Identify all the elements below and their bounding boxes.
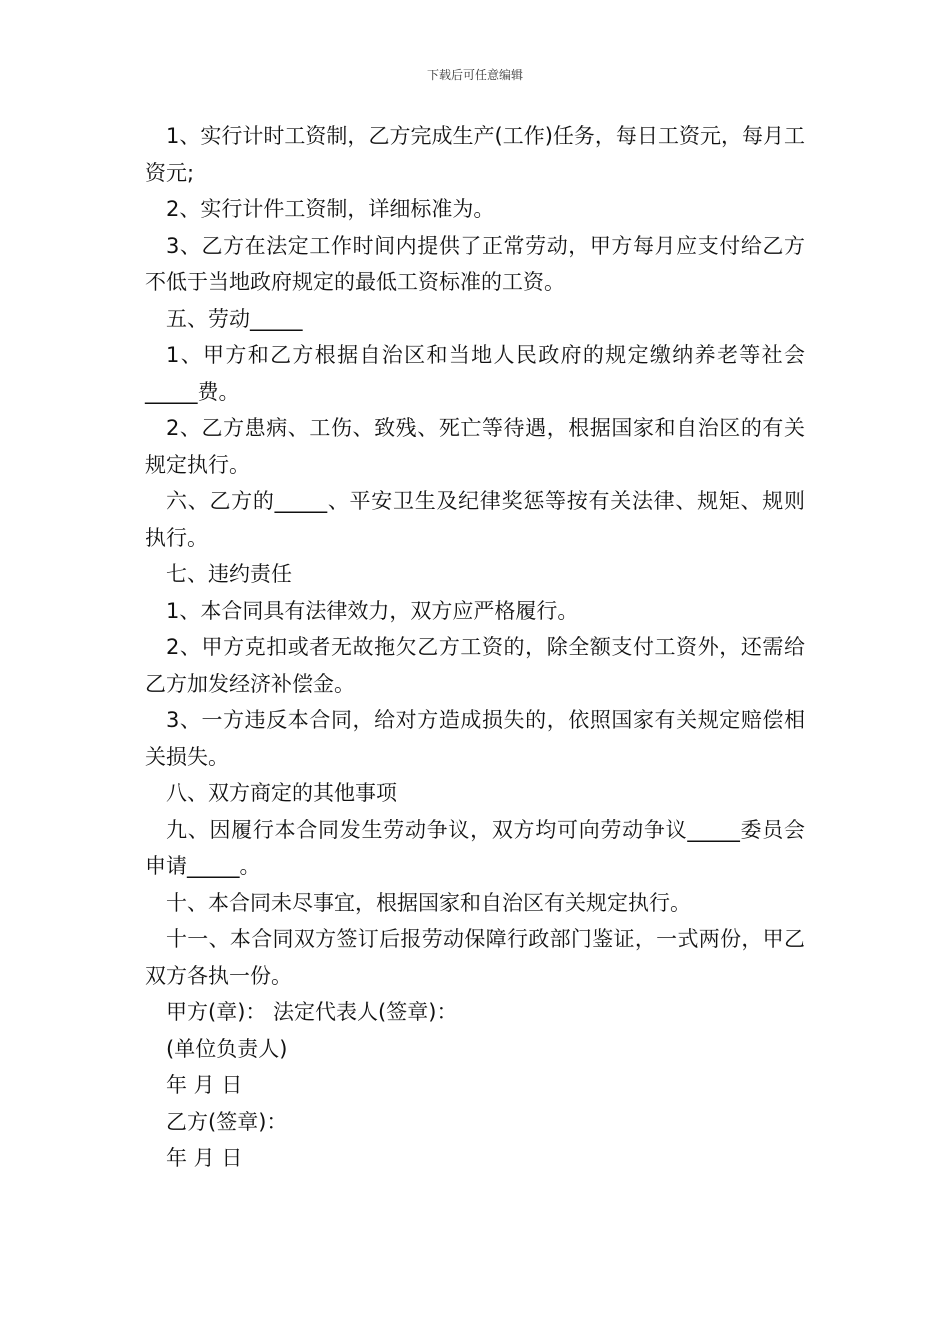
clause-breach-compensation: 3、一方违反本合同，给对方造成损失的，依照国家有关规定赔偿相关损失。	[145, 708, 805, 769]
clause-wage-arrears: 2、甲方克扣或者无故拖欠乙方工资的，除全额支付工资外，还需给乙方加发经济补偿金。	[145, 635, 805, 696]
clause-minimum-wage: 3、乙方在法定工作时间内提供了正常劳动，甲方每月应支付给乙方不低于当地政府规定的最低工资标准的工资。	[145, 233, 805, 294]
section-heading-9: 九、因履行本合同发生劳动争议，双方均可向劳动争议_____委员会申请_____。	[145, 817, 805, 878]
signature-unit-head: (单位负责人)	[166, 1036, 288, 1061]
clause-piece-wage: 2、实行计件工资制，详细标准为。	[166, 197, 495, 221]
page-header-note: 下载后可任意编辑	[426, 68, 523, 82]
document-body	[145, 118, 805, 1177]
clause-illness-injury: 2、乙方患病、工伤、致残、死亡等待遇，根据国家和自治区的有关规定执行。	[145, 416, 805, 477]
signature-party-a: 甲方(章)： 法定代表人(签章)：	[166, 1000, 458, 1024]
section-heading-11: 十一、本合同双方签订后报劳动保障行政部门鉴证，一式两份，甲乙双方各执一份。	[145, 927, 805, 988]
section-heading-7: 七、违约责任	[166, 562, 292, 586]
section-heading-8: 八、双方商定的其他事项	[166, 781, 397, 805]
signature-party-b: 乙方(签章)：	[166, 1109, 288, 1134]
clause-hourly-wage: 1、实行计时工资制，乙方完成生产(工作)任务，每日工资元，每月工资元;	[145, 124, 805, 185]
section-heading-5: 五、劳动_____	[166, 306, 303, 331]
signature-date-b: 年 月 日	[166, 1146, 243, 1170]
clause-legal-effect: 1、本合同具有法律效力，双方应严格履行。	[166, 598, 579, 623]
signature-date-a: 年 月 日	[166, 1073, 243, 1097]
clause-social-insurance: 1、甲方和乙方根据自治区和当地人民政府的规定缴纳养老等社会_____费。	[145, 343, 805, 404]
section-heading-10: 十、本合同未尽事宜，根据国家和自治区有关规定执行。	[166, 890, 691, 915]
section-heading-6: 六、乙方的_____、平安卫生及纪律奖惩等按有关法律、规矩、规则执行。	[145, 489, 805, 550]
